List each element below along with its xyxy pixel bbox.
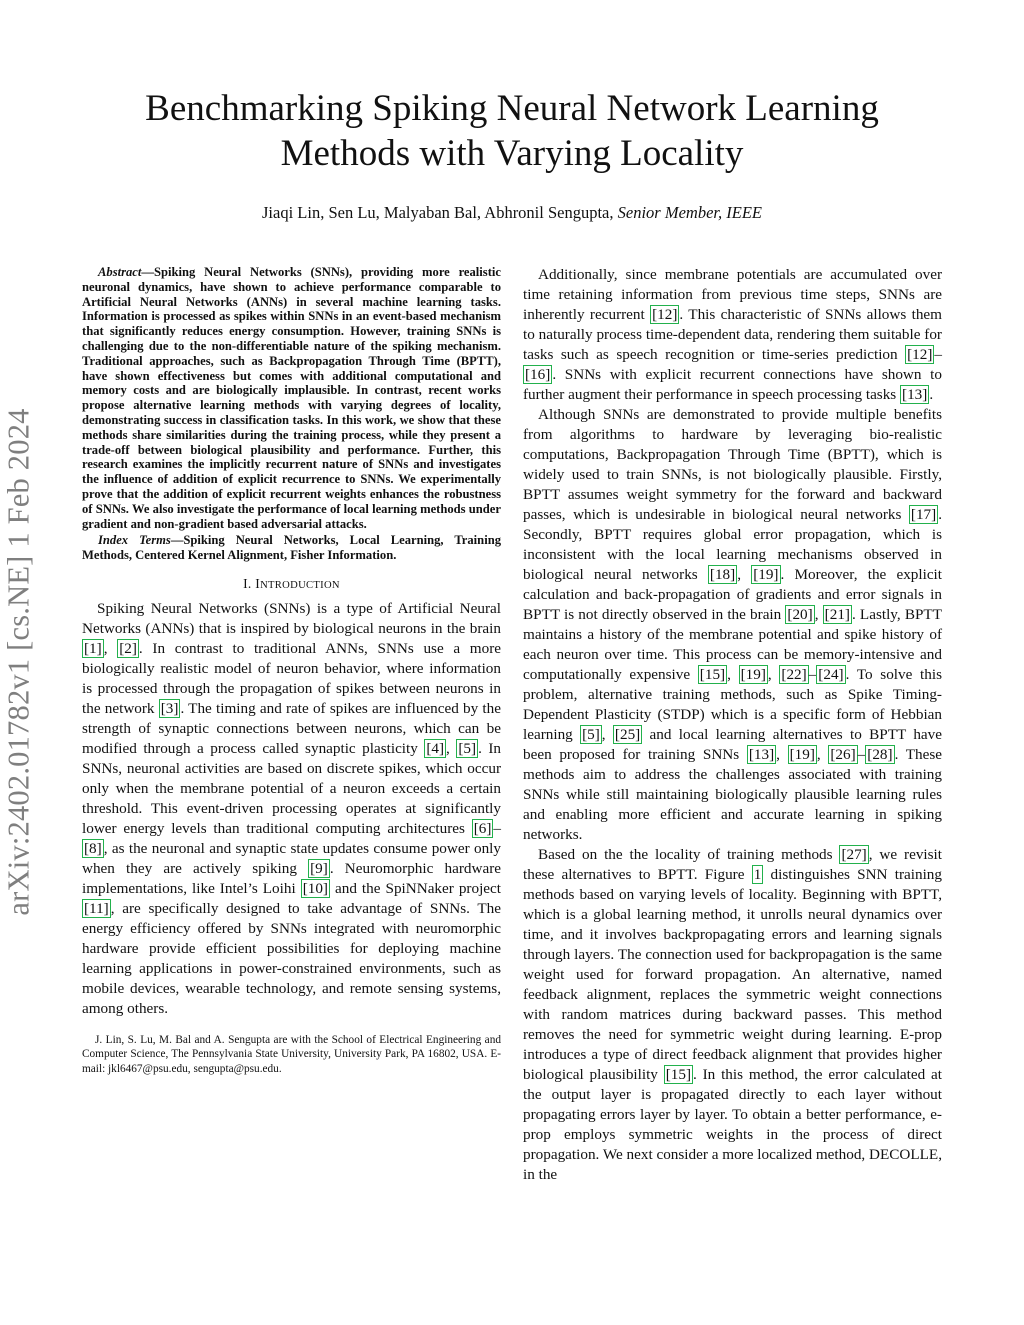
citation-link[interactable]: [8] xyxy=(84,839,102,857)
citation-link[interactable]: [10] xyxy=(302,879,328,897)
body-text: – xyxy=(808,666,817,683)
citation-link[interactable]: [12] xyxy=(907,346,933,363)
citation-link[interactable]: [26] xyxy=(830,746,856,763)
citation-link[interactable]: [13] xyxy=(748,746,775,763)
abstract-text: —Spiking Neural Networks (SNNs), providing more realistic neuronal dynamics, have shown to achieve performance comparable to Artificial Neural Networks (ANNs) in several machine learning tasks. Information is processed as spikes within SNNs in an event-based mechanism that significantly reduces energy consumption. However, training SNNs is challenging due to the non-differentiable nature of the spiking mechanism. Traditional approaches, such as Backpropagation Through Time (BPTT), have shown effectiveness but comes with additional computational and memory costs and are biologically implausible. In contrast, recent works propose alternative learning methods with varying degrees of locality, demonstrating success in classification tasks. In this work, we show that these methods share similarities during the training process, while they present a trade-off between biological plausibility and performance. Further, this research examines the implicitly recurrent nature of SNNs and investigates the influence of addition of explicit recurrence to SNNs. We experimentally prove that the addition of explicit recurrent weights enhances the robustness of SNNs. We also investigate the performance of local learning methods under gradient and non-gradient based adversarial attacks. xyxy=(82,265,501,531)
citation-link[interactable]: [18] xyxy=(709,566,736,583)
body-text: Spiking Neural Networks (SNNs) is a type of Artificial Neural Networks (ANNs) that is inspired by biological neurons in the brain xyxy=(82,599,501,637)
body-paragraph-bptt xyxy=(523,405,942,845)
body-text: Although SNNs are demonstrated to provide multiple benefits from algorithms to hardware by leveraging bio-realistic computations, Backpropagation Through Time (BPTT), which is widely used to train SNNs, is not biologically plausible. Firstly, BPTT assumes weight symmetry for the forward and backward passes, which is undesirable in biological neural networks xyxy=(523,406,942,523)
body-text: , xyxy=(767,666,780,683)
citation-link[interactable]: [11] xyxy=(84,899,109,917)
body-text: . These methods aim to address the challenges associated with training SNNs while still maintaining biologically plausible learning rules and enabling more efficient and accurate learning in spiking networks. xyxy=(523,746,943,843)
body-text: – xyxy=(934,346,942,363)
body-text: , xyxy=(737,566,752,583)
paper-title xyxy=(60,86,964,176)
citation-link[interactable]: [22] xyxy=(781,666,807,683)
citation-link[interactable]: [16] xyxy=(525,366,551,383)
body-text: – xyxy=(857,746,866,763)
citation-link[interactable]: [24] xyxy=(818,666,844,683)
author-names: Jiaqi Lin, Sen Lu, Malyaban Bal, Abhronil Sengupta, xyxy=(262,203,614,222)
citation-link[interactable]: [12] xyxy=(652,306,678,323)
citation-link[interactable]: [19] xyxy=(789,746,815,763)
citation-link[interactable]: [6] xyxy=(473,819,492,837)
body-text: distinguishes SNN training methods based on varying levels of locality. Beginning with BPTT, which is a global learning method, it unrolls neural dynamics over time, and it involves backpropagating errors and learning signals through layers. The connection used for backpropagation is the same weight used for forward propagation. An alternative, named feedback alignment, replaces the symmetric weight connections with random matrices during backward passes. This method removes the need for symmetric weight during learning. E-prop introduces a type of direct feedback alignment that provides higher biological plausibility xyxy=(523,866,942,1083)
affiliation-footnote: J. Lin, S. Lu, M. Bal and A. Sengupta are with the School of Electrical Engineering and Computer Science, The Pennsylvania State University, University Park, PA 16802, USA. E-mail: jkl6467@psu.edu, sengupta@psu.edu. xyxy=(82,1033,501,1075)
body-text: , xyxy=(814,606,823,623)
section-heading-introduction xyxy=(82,576,501,592)
body-text: Based on the the locality of training methods xyxy=(538,846,840,863)
citation-link[interactable]: [13] xyxy=(902,386,928,403)
citation-link[interactable]: [28] xyxy=(867,746,893,763)
citation-link[interactable]: [19] xyxy=(753,566,779,583)
body-text: . Secondly, BPTT requires global error propagation, which is inconsistent with the local learning mechanisms observed in biological neural networks xyxy=(523,506,942,583)
body-text: – xyxy=(493,819,501,837)
body-text: , are specifically designed to take advantage of SNNs. The energy efficiency offered by SNNs integrated with neuromorphic hardware provide efficient possibilities for deploying machine learning applications in power-constrained environments, such as mobile devices, wearable technology, and remote sensing systems, among others. xyxy=(82,899,501,1017)
body-text: . The timing and rate of spikes are influenced by the strength of synaptic connections between neurons, which can be modified through a process called synaptic plasticity xyxy=(82,699,501,757)
right-column xyxy=(523,265,942,1185)
body-text: . This characteristic of SNNs allows them to naturally process time-dependent data, rendering them suitable for tasks such as speech recognition or time-series prediction xyxy=(523,306,942,363)
body-text: , xyxy=(776,746,788,763)
citation-link[interactable]: [2] xyxy=(119,639,137,657)
body-text: . Neuromorphic hardware implementations, like Intel’s Loihi xyxy=(82,859,501,897)
body-text: . xyxy=(929,386,934,403)
body-text: . Lastly, BPTT maintains a history of the membrane potential and spike history of each neuron over time. This process can be memory-intensive and computationally expensive xyxy=(523,606,942,683)
abstract xyxy=(82,265,501,531)
body-text: . In SNNs, neuronal activities are based on discrete spikes, which occur only when the membrane potential of a neuron exceeds a certain threshold. This event-driven processing operates at significantly lower energy levels than traditional computing architectures xyxy=(82,739,501,837)
citation-link[interactable]: [17] xyxy=(910,506,937,523)
paper-title-line-1: Benchmarking Spiking Neural Network Learning xyxy=(145,88,879,129)
body-text: Additionally, since membrane potentials are accumulated over time retaining information from previous time steps, SNNs are inherently recurrent xyxy=(523,266,942,323)
citation-link[interactable]: [21] xyxy=(824,606,850,623)
body-text: , as the neuronal and synaptic state updates consume power only when they are actively spiking xyxy=(82,839,501,877)
body-text: , xyxy=(816,746,829,763)
section-number: I. xyxy=(243,575,252,591)
body-text: , we revisit these alternatives to BPTT. Figure xyxy=(523,846,942,883)
body-text: , xyxy=(446,739,457,757)
body-text: , xyxy=(727,666,739,683)
figure-reference-link[interactable]: 1 xyxy=(753,866,762,883)
body-text: . To solve this problem, alternative training methods, such as Spike Timing-Dependent Plasticity (STDP) which is a specific form of Hebbian learning xyxy=(523,666,942,743)
author-line xyxy=(60,202,964,224)
citation-link[interactable]: [1] xyxy=(84,639,102,657)
citation-link[interactable]: [20] xyxy=(787,606,813,623)
index-terms xyxy=(82,533,501,563)
body-text: and the SpiNNaker project xyxy=(330,879,501,897)
citation-link[interactable]: [5] xyxy=(458,739,477,757)
citation-link[interactable]: [15] xyxy=(699,666,726,683)
section-title-rest: NTRODUCTION xyxy=(260,579,340,591)
citation-link[interactable]: [27] xyxy=(841,846,867,863)
body-text: . In contrast to traditional ANNs, SNNs use a more biologically realistic model of neuron behavior, where information is processed through the propagation of spikes between neurons in the network xyxy=(82,639,502,717)
section-title-initial: I xyxy=(255,575,261,591)
body-text: , xyxy=(103,639,118,657)
body-paragraph-recurrence xyxy=(523,265,942,405)
body-text: . Moreover, the explicit calculation and back-propagation of gradients and error signals in BPTT is not directly observed in the brain xyxy=(523,566,942,623)
citation-link[interactable]: [5] xyxy=(582,726,600,743)
abstract-label: Abstract xyxy=(98,265,142,279)
citation-link[interactable]: [25] xyxy=(614,726,641,743)
index-terms-label: Index Terms xyxy=(98,533,171,548)
left-column xyxy=(82,265,501,1076)
index-terms-text: —Spiking Neural Networks, Local Learning, Training Methods, Centered Kernel Alignment, Fisher Information. xyxy=(82,533,501,563)
body-text: , xyxy=(601,726,613,743)
citation-link[interactable]: [15] xyxy=(665,1066,692,1083)
body-text: . SNNs with explicit recurrent connections have shown to further augment their performance in speech processing tasks xyxy=(523,366,942,403)
arxiv-identifier-stamp xyxy=(0,362,38,962)
arxiv-identifier-text: arXiv:2402.01782v1 [cs.NE] 1 Feb 2024 xyxy=(1,408,36,916)
intro-paragraph xyxy=(82,599,501,1019)
body-paragraph-locality xyxy=(523,845,942,1185)
citation-link[interactable]: [9] xyxy=(310,859,328,877)
body-text: and local learning alternatives to BPTT have been proposed for training SNNs xyxy=(523,726,942,763)
paper-title-line-2: Methods with Varying Locality xyxy=(280,133,744,174)
citation-link[interactable]: [4] xyxy=(426,739,445,757)
citation-link[interactable]: [3] xyxy=(160,699,179,717)
body-text: . In this method, the error calculated at the output layer is propagated directly to each layer without propagating errors layer by layer. To obtain a better performance, e-prop employs symmetric weights in the process of direct propagation. We next consider a more localized method, DECOLLE, in the xyxy=(523,1066,942,1183)
citation-link[interactable]: [19] xyxy=(740,666,766,683)
author-membership: Senior Member, IEEE xyxy=(617,203,762,222)
